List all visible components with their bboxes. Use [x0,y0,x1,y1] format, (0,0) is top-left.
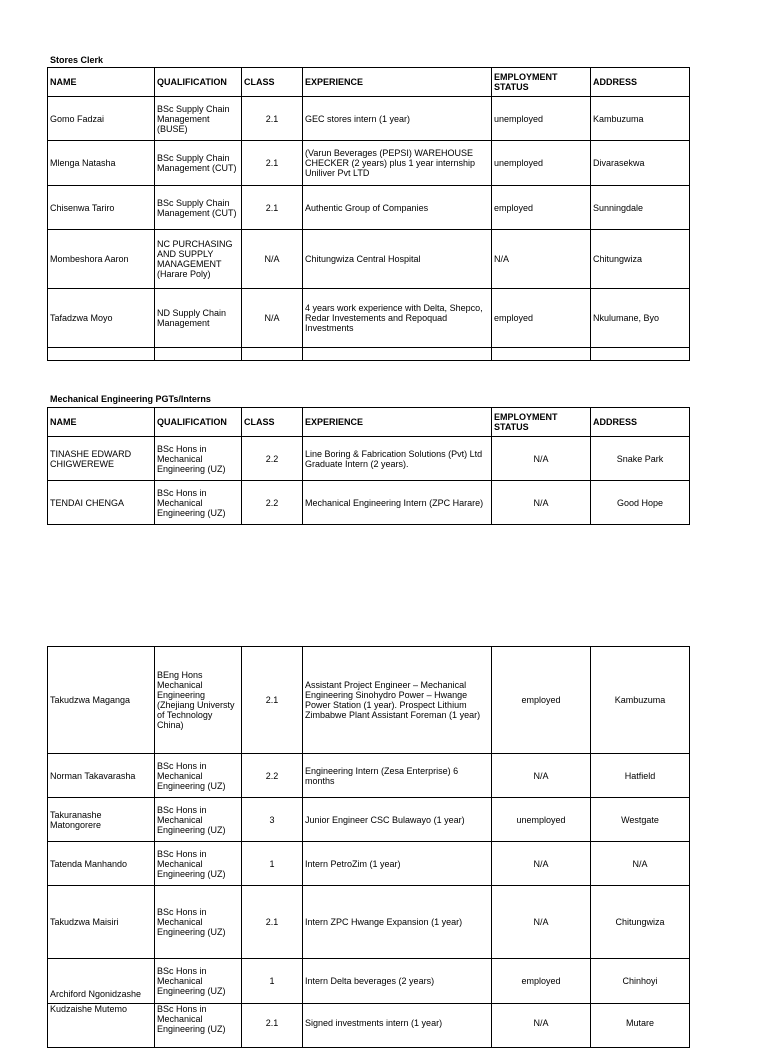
cell-qualification: BSc Supply Chain Management (CUT) [155,186,242,230]
header-row [48,68,690,97]
cell-qualification: BSc Hons in Mechanical Engineering (UZ) [155,886,242,959]
header-employment-status: EMPLOYMENT STATUS [492,68,591,97]
cell-experience: Junior Engineer CSC Bulawayo (1 year) [303,798,492,842]
header-experience: EXPERIENCE [303,68,492,97]
cell-experience: Intern PetroZim (1 year) [303,842,492,886]
cell-name: Takuranashe Matongorere [48,798,155,842]
cell-class: 1 [242,842,303,886]
cell-experience: Intern Delta beverages (2 years) [303,959,492,1004]
cell-class: N/A [242,289,303,348]
cell-experience: Line Boring & Fabrication Solutions (Pvt) Ltd Graduate Intern (2 years). [303,437,492,481]
mechanical-engineering-table [47,407,690,525]
cell-qualification: BSc Hons in Mechanical Engineering (UZ) [155,1004,242,1048]
cell-class: 2.2 [242,437,303,481]
header-experience: EXPERIENCE [303,408,492,437]
cell-class: 3 [242,798,303,842]
header-name: NAME [48,408,155,437]
cell-name: Mombeshora Aaron [48,230,155,289]
cell-status: employed [492,959,591,1004]
table-row [48,289,690,348]
cell-status: employed [492,647,591,754]
header-row [48,408,690,437]
cell-class: 2.1 [242,186,303,230]
table-row [48,798,690,842]
cell-name: Tafadzwa Moyo [48,289,155,348]
cell-experience: Assistant Project Engineer – Mechanical Engineering Sinohydro Power – Hwange Power Station (1 year). Prospect Lithium Zimbabwe Plant Assistant Foreman (1 year) [303,647,492,754]
cell-class: 2.2 [242,481,303,525]
cell-name: Archiford Ngonidzashe [48,959,155,1004]
cell-status: unemployed [492,141,591,186]
table-row [48,886,690,959]
table-row [48,437,690,481]
header-address: ADDRESS [591,68,690,97]
header-qualification: QUALIFICATION [155,408,242,437]
cell-status: unemployed [492,97,591,141]
header-address: ADDRESS [591,408,690,437]
table-row [48,647,690,754]
cell-class: 2.1 [242,647,303,754]
cell-qualification: BSc Hons in Mechanical Engineering (UZ) [155,437,242,481]
cell-address: Chitungwiza [591,230,690,289]
cell-name: Tatenda Manhando [48,842,155,886]
cell-address: N/A [591,842,690,886]
cell-address: Kambuzuma [591,97,690,141]
cell-qualification: ND Supply Chain Management [155,289,242,348]
cell-name: TINASHE EDWARD CHIGWEREWE [48,437,155,481]
table-row [48,754,690,798]
cell-name: Norman Takavarasha [48,754,155,798]
cell-status: N/A [492,754,591,798]
section-title-stores-clerk: Stores Clerk [50,55,104,65]
section-title-mechanical-engineering: Mechanical Engineering PGTs/Interns [50,394,211,404]
cell-status: N/A [492,437,591,481]
cell-address: Hatfield [591,754,690,798]
cell-name: Mlenga Natasha [48,141,155,186]
table-row [48,186,690,230]
cell-name: Takudzwa Maganga [48,647,155,754]
cell-status: N/A [492,842,591,886]
cell-class: 2.2 [242,754,303,798]
cell-address: Snake Park [591,437,690,481]
table-row [48,97,690,141]
cell-address: Chitungwiza [591,886,690,959]
table-row [48,481,690,525]
cell-name: TENDAI CHENGA [48,481,155,525]
cell-experience: Intern ZPC Hwange Expansion (1 year) [303,886,492,959]
cell-experience: Chitungwiza Central Hospital [303,230,492,289]
table-row [48,230,690,289]
cell-experience: Authentic Group of Companies [303,186,492,230]
cell-name: Takudzwa Maisiri [48,886,155,959]
cell-name: Gomo Fadzai [48,97,155,141]
cell-qualification: BSc Hons in Mechanical Engineering (UZ) [155,959,242,1004]
cell-experience: Mechanical Engineering Intern (ZPC Harare) [303,481,492,525]
continuation-table [47,646,690,1048]
header-qualification: QUALIFICATION [155,68,242,97]
cell-address: Divarasekwa [591,141,690,186]
cell-address: Westgate [591,798,690,842]
cell-name: Kudzaishe Mutemo [48,1004,155,1048]
cell-name: Chisenwa Tariro [48,186,155,230]
cell-status: N/A [492,1004,591,1048]
stores-clerk-table [47,67,690,361]
cell-status: N/A [492,886,591,959]
cell-address: Kambuzuma [591,647,690,754]
cell-class: 1 [242,959,303,1004]
cell-address: Nkulumane, Byo [591,289,690,348]
cell-qualification: BSc Hons in Mechanical Engineering (UZ) [155,798,242,842]
cell-class: 2.1 [242,141,303,186]
cell-experience: 4 years work experience with Delta, Shepco, Redar Investements and Repoquad Investments [303,289,492,348]
cell-qualification: BSc Hons in Mechanical Engineering (UZ) [155,754,242,798]
cell-class: N/A [242,230,303,289]
cell-status: N/A [492,230,591,289]
empty-row [48,348,690,361]
cell-qualification: BSc Hons in Mechanical Engineering (UZ) [155,481,242,525]
cell-experience: GEC stores intern (1 year) [303,97,492,141]
header-class: CLASS [242,68,303,97]
table-row [48,1004,690,1048]
cell-qualification: BSc Hons in Mechanical Engineering (UZ) [155,842,242,886]
cell-status: employed [492,186,591,230]
cell-address: Chinhoyi [591,959,690,1004]
header-employment-status: EMPLOYMENT STATUS [492,408,591,437]
cell-status: N/A [492,481,591,525]
table-row [48,959,690,1004]
cell-qualification: BSc Supply Chain Management (BUSE) [155,97,242,141]
cell-qualification: NC PURCHASING AND SUPPLY MANAGEMENT (Harare Poly) [155,230,242,289]
cell-address: Sunningdale [591,186,690,230]
cell-status: employed [492,289,591,348]
table-row [48,141,690,186]
cell-experience: (Varun Beverages (PEPSI) WAREHOUSE CHECKER (2 years) plus 1 year internship Uniliver Pvt LTD [303,141,492,186]
cell-class: 2.1 [242,1004,303,1048]
cell-address: Good Hope [591,481,690,525]
cell-qualification: BSc Supply Chain Management (CUT) [155,141,242,186]
table-row [48,842,690,886]
header-name: NAME [48,68,155,97]
cell-qualification: BEng Hons Mechanical Engineering (Zhejiang Universty of Technology China) [155,647,242,754]
header-class: CLASS [242,408,303,437]
cell-class: 2.1 [242,886,303,959]
cell-status: unemployed [492,798,591,842]
cell-address: Mutare [591,1004,690,1048]
cell-experience: Signed investments intern (1 year) [303,1004,492,1048]
cell-experience: Engineering Intern (Zesa Enterprise) 6 months [303,754,492,798]
cell-class: 2.1 [242,97,303,141]
